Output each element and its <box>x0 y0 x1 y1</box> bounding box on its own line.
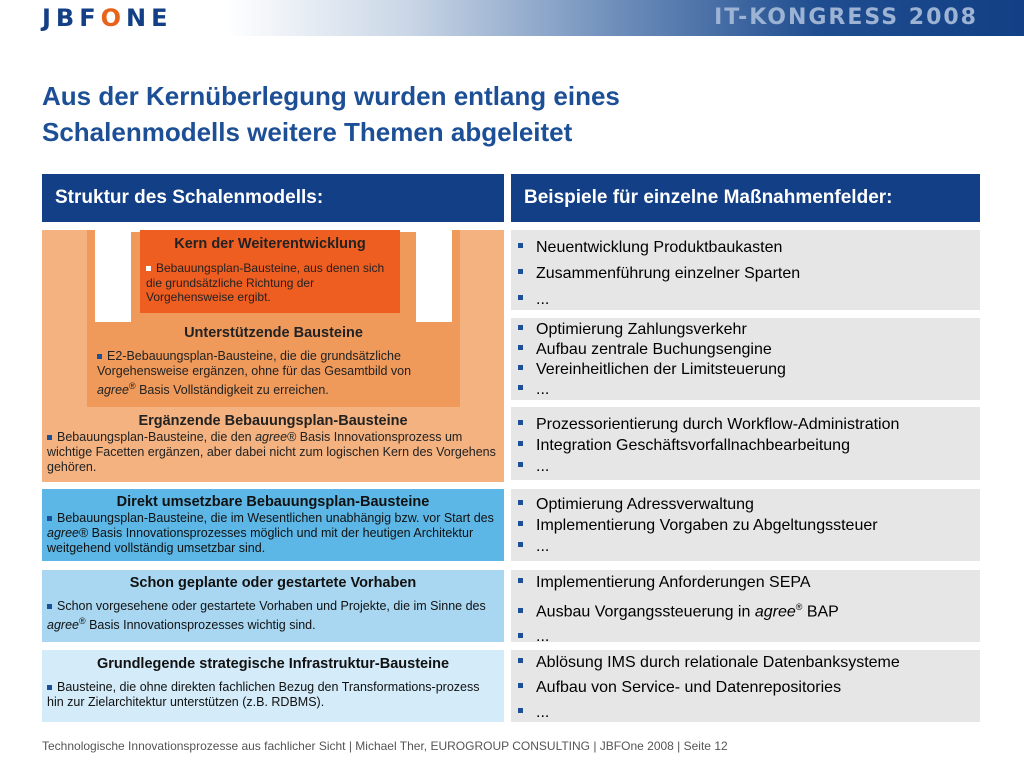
examples-list-1 <box>518 235 800 313</box>
examples-list-3 <box>518 414 899 477</box>
example-item: Neuentwicklung Produktbaukasten <box>518 235 800 261</box>
example-item: Optimierung Zahlungsverkehr <box>518 320 786 340</box>
examples-list-2 <box>518 320 786 400</box>
congress-label: IT-KONGRESS 2008 <box>714 5 978 30</box>
box-planned-title: Schon geplante oder gestartete Vorhaben <box>129 575 417 591</box>
core-bullet: Bebauungsplan-Bausteine, aus denen sich die grundsätzliche Richtung der Vorgehensweise ergibt. <box>146 261 385 304</box>
example-item: Zusammenführung einzelner Sparten <box>518 261 800 287</box>
box-infrastructure-title: Grundlegende strategische Infrastruktur-Bausteine <box>96 656 450 672</box>
support-bullet: E2-Bebauungsplan-Bausteine, die die grundsätzliche Vorgehensweise ergänzen, ohne für das Gesamtbild von agree® Basis Vollständigkeit zu erreichen. <box>97 349 412 398</box>
example-item: Ausbau Vorgangssteuerung in agree® BAP <box>518 595 839 624</box>
core-title: Kern der Weiterentwicklung <box>174 236 366 252</box>
example-item: ... <box>518 380 786 400</box>
right-column-header: Beispiele für einzelne Maßnahmenfelder: <box>511 174 980 222</box>
jbfone-logo: JBFONE <box>42 4 173 32</box>
example-item: ... <box>518 456 899 477</box>
example-item: ... <box>518 700 900 725</box>
supplement-bullet: Bebauungsplan-Bausteine, die den agree® Basis Innovationsprozess um wichtige Facetten ergänzen, aber dabei nicht zum logischen Kern des Vorgehens gehören. <box>47 430 496 474</box>
example-item: Integration Geschäftsvorfallnachbearbeitung <box>518 435 899 456</box>
example-item: Aufbau zentrale Buchungsengine <box>518 340 786 360</box>
left-column-header: Struktur des Schalenmodells: <box>42 174 504 222</box>
box-infrastructure-bullet: Bausteine, die ohne direkten fachlichen Bezug den Transformations-prozess hin zur Zielarchitektur unterstützen (z.B. RDBMS). <box>47 680 480 709</box>
example-item: Ablösung IMS durch relationale Datenbanksysteme <box>518 650 900 675</box>
example-item: ... <box>518 287 800 313</box>
footer: Technologische Innovationsprozesse aus fachlicher Sicht | Michael Ther, EUROGROUP CONSULTING | JBFOne 2008 | Seite 12 <box>42 739 728 753</box>
example-item: Vereinheitlichen der Limitsteuerung <box>518 360 786 380</box>
example-item: Implementierung Vorgaben zu Abgeltungssteuer <box>518 515 878 536</box>
example-item: Prozessorientierung durch Workflow-Administration <box>518 414 899 435</box>
examples-list-5 <box>518 570 839 649</box>
example-item: Implementierung Anforderungen SEPA <box>518 570 839 595</box>
box-planned-bullet: Schon vorgesehene oder gestartete Vorhaben und Projekte, die im Sinne des agree® Basis Innovationsprozesses wichtig sind. <box>47 599 486 633</box>
example-item: ... <box>518 536 878 557</box>
slide-title: Aus der Kernüberlegung wurden entlang eines Schalenmodells weitere Themen abgeleitet <box>42 81 620 147</box>
example-item: Optimierung Adressverwaltung <box>518 494 878 515</box>
support-title: Unterstützende Bausteine <box>184 325 363 341</box>
examples-list-4 <box>518 494 878 557</box>
examples-list-6 <box>518 650 900 725</box>
box-direct-bullet: Bebauungsplan-Bausteine, die im Wesentlichen unabhängig bzw. vor Start des agree® Basis Innovationsprozesses möglich und mit der heutigen Architektur weitgehend vollständig umsetzbar sind. <box>47 511 494 555</box>
example-item: ... <box>518 624 839 649</box>
box-direct-title: Direkt umsetzbare Bebauungsplan-Bausteine <box>116 494 430 510</box>
example-item: Aufbau von Service- und Datenrepositories <box>518 675 900 700</box>
supplement-title: Ergänzende Bebauungsplan-Bausteine <box>138 413 408 429</box>
